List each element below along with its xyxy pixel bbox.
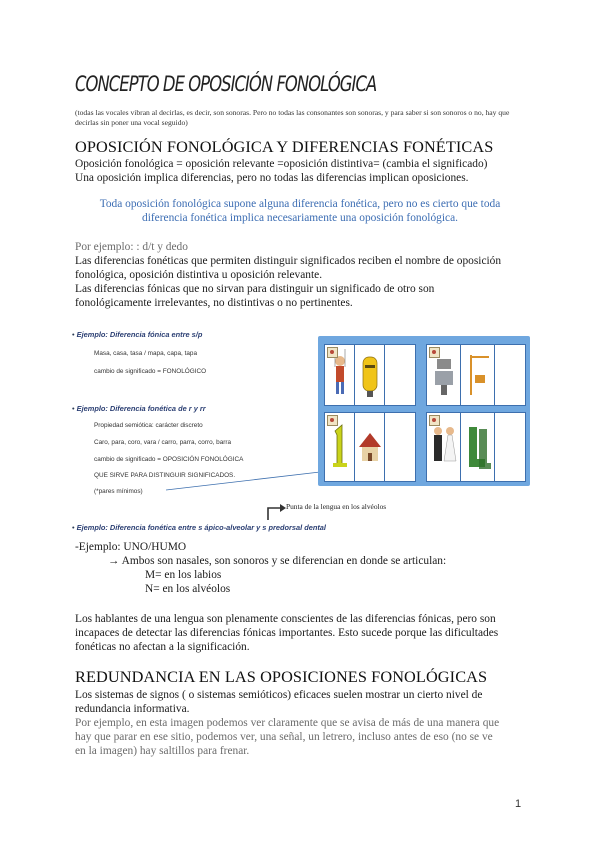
- picture-card: [354, 412, 386, 482]
- example-line: en la imagen) hay saltillos para frenar.: [75, 745, 250, 757]
- image-panel: [318, 336, 530, 486]
- mailbox-icon: [355, 345, 385, 405]
- picture-card: [460, 412, 496, 482]
- example-line: M= en los labios: [145, 569, 222, 581]
- highlight-line: Toda oposición fonológica supone alguna diferencia fonética, pero no es cierto que toda: [99, 198, 501, 210]
- page-number: 1: [515, 798, 522, 810]
- figure-bullet-heading: Ejemplo: Diferencia fonética entre s ápico-alveolar y s predorsal dental: [76, 523, 326, 532]
- figure-bullet: • Ejemplo: Diferencia fonética entre s ápico-alveolar y s predorsal dental: [72, 523, 326, 532]
- figure-line: Masa, casa, tasa / mapa, capa, tapa: [94, 350, 198, 357]
- picture-card: [460, 344, 496, 406]
- figure-bullet: • Ejemplo: Diferencia fónica entre s/p: [72, 330, 203, 339]
- boots-icon: [461, 413, 495, 481]
- paragraph-line: fonológicamente irrelevantes, no distintivas o no pertinentes.: [75, 297, 353, 309]
- section-heading-oposicion: OPOSICIÓN FONOLÓGICA Y DIFERENCIAS FONÉTICAS: [75, 137, 494, 156]
- sound-icon: [429, 415, 440, 426]
- figure-line: cambio de significado = OPOSICIÓN FONOLÓGICA: [94, 456, 244, 463]
- figure-bullet: • Ejemplo: Diferencia fonética de r y rr: [72, 404, 206, 413]
- figure-line: cambio de significado = FONOLÓGICO: [94, 368, 207, 375]
- house-icon: [355, 413, 385, 481]
- paragraph-line: Los sistemas de signos ( o sistemas semióticos) eficaces suelen mostrar un cierto nivel de: [75, 689, 483, 701]
- definition-line: Oposición fonológica = oposición relevante =oposición distintiva= (cambia el significado): [75, 158, 488, 170]
- picture-card: [384, 344, 416, 406]
- sound-icon: [327, 415, 338, 426]
- arrow-label: Punta de la lengua en los alvéolos: [286, 502, 387, 511]
- crane-icon: [461, 345, 495, 405]
- example-line: Por ejemplo, en esta imagen podemos ver claramente que se avisa de más de una manera que: [75, 717, 500, 729]
- figure-line: QUE SIRVE PARA DISTINGUIR SIGNIFICADOS.: [94, 472, 236, 479]
- paragraph-line: Las diferencias fónicas que no sirvan para distinguir un significado de otro son: [75, 283, 435, 295]
- sound-icon: [327, 347, 338, 358]
- intro-note: (todas las vocales vibran al decirlas, es decir, son sonoras. Pero no todas las consonantes son sonoras, y para saber si son sonoros o no, hay que decirlas sin poner una vocal seguido): [75, 108, 510, 127]
- paragraph-line: fonológica, oposición distintiva u oposición relevante.: [75, 269, 323, 281]
- paragraph-line: redundancia informativa.: [75, 703, 190, 715]
- example-label: -Ejemplo: UNO/HUMO: [75, 541, 187, 553]
- figure-line: Propiedad semiótica: carácter discreto: [94, 422, 203, 429]
- paragraph-line: Los hablantes de una lengua son plenamente conscientes de las diferencias fónicas, pero son: [75, 613, 496, 625]
- example-line: hay que parar en ese sitio, podemos ver, una señal, un letrero, incluso antes de eso (no se ve: [75, 731, 493, 743]
- figure-bullet-heading: Ejemplo: Diferencia fonética de r y rr: [76, 404, 206, 413]
- picture-card: [354, 344, 386, 406]
- page-title: CONCEPTO DE OPOSICIÓN FONOLÓGICA: [75, 72, 377, 96]
- figure-bullet-heading: Ejemplo: Diferencia fónica entre s/p: [76, 330, 203, 339]
- picture-card: [494, 344, 526, 406]
- definition-line: Una oposición implica diferencias, pero no todas las diferencias implican oposiciones.: [75, 172, 469, 184]
- example-line: N= en los alvéolos: [145, 583, 231, 595]
- highlight-line: diferencia fonética implica necesariamente una oposición fonológica.: [142, 212, 458, 224]
- example-line: → Ambos son nasales, son sonoros y se diferencian en donde se articulan:: [108, 555, 447, 567]
- paragraph-line: incapaces de detectar las diferencias fónicas importantes. Esto sucede porque las dificultades: [75, 627, 499, 639]
- sound-icon: [429, 347, 440, 358]
- example-line: Por ejemplo: : d/t y dedo: [75, 241, 188, 253]
- picture-card: [384, 412, 416, 482]
- slide-figure: [68, 322, 530, 537]
- section-heading-redundancia: REDUNDANCIA EN LAS OPOSICIONES FONOLÓGICAS: [75, 667, 488, 686]
- figure-line: Caro, para, coro, vara / carro, parra, corro, barra: [94, 439, 232, 446]
- picture-card: [494, 412, 526, 482]
- figure-line: (*pares mínimos): [94, 488, 143, 495]
- paragraph-line: fonéticas no afectan a la significación.: [75, 641, 250, 653]
- paragraph-line: Las diferencias fonéticas que permiten distinguir significados reciben el nombre de oposición: [75, 255, 502, 267]
